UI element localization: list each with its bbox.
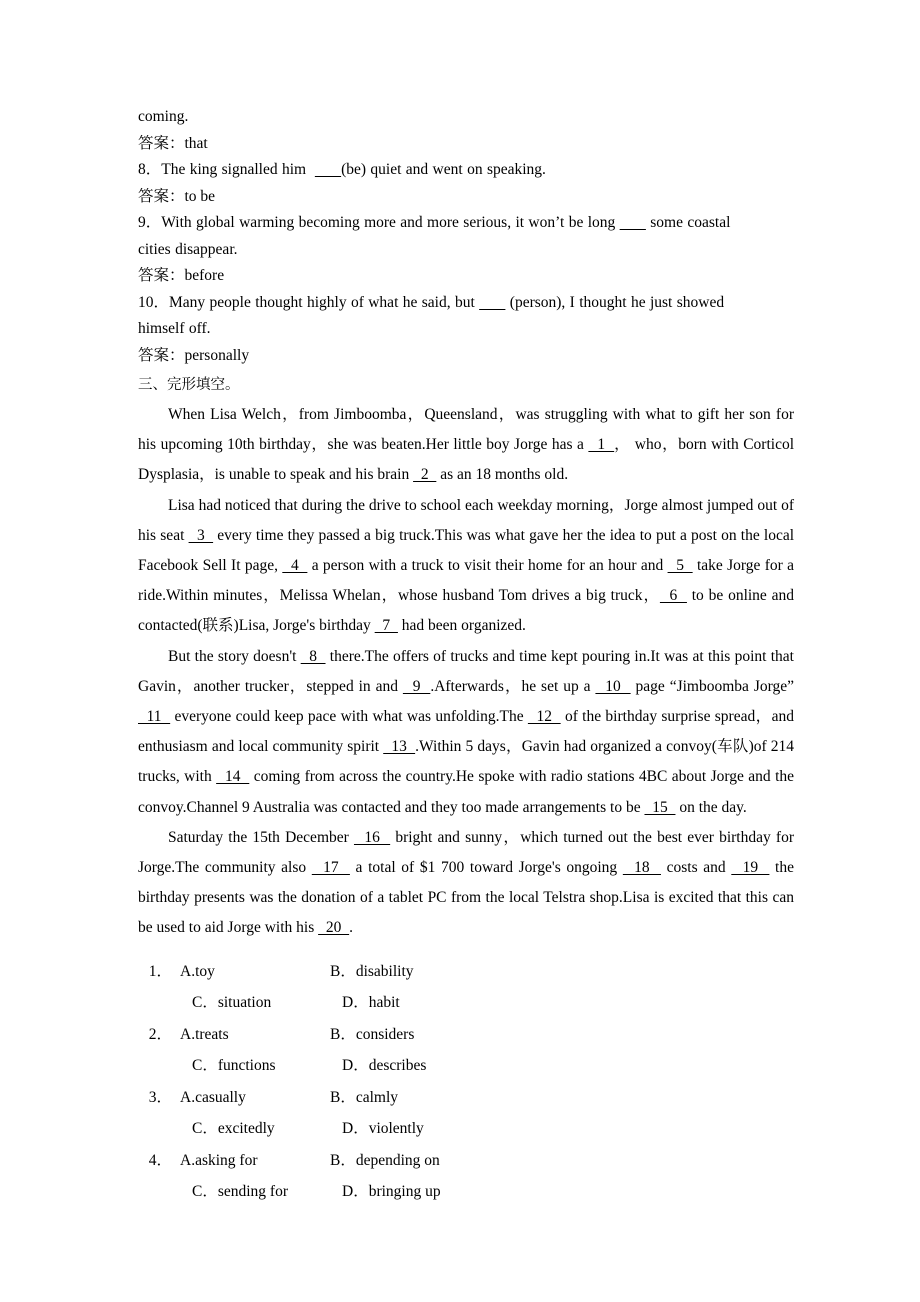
question-row-2-second bbox=[138, 1050, 794, 1082]
worksheet-page bbox=[138, 104, 794, 1208]
cloze-blank-2: 2 bbox=[413, 466, 437, 484]
cloze-blank-5: 5 bbox=[667, 557, 693, 575]
question-row-1 bbox=[138, 956, 794, 988]
cloze-blank-20: 20 bbox=[318, 919, 350, 937]
cloze-blank-11: 11 bbox=[138, 708, 171, 726]
cloze-blank-6: 6 bbox=[659, 587, 687, 605]
answer-8: 答案：to be bbox=[138, 187, 216, 205]
question-7-continuation: coming. bbox=[138, 108, 189, 125]
cloze-blank-13: 13 bbox=[383, 738, 416, 756]
question-number: 3． bbox=[148, 1088, 172, 1106]
option-c[interactable]: C．sending for bbox=[192, 1183, 289, 1201]
cloze-blank-10: 10 bbox=[595, 677, 631, 695]
answer-10: 答案：personally bbox=[138, 346, 250, 364]
passage-paragraph-1: When Lisa Welch，from Jimboomba，Queensland，was struggling with what to gift her son for his upcoming 10th birthday，she was beaten.Her little boy Jorge has a 1 ， who，born with Corticol Dysplasia，is unable to speak and his brain 2 as an 18 months old. bbox=[138, 406, 795, 484]
question-8: 8．The king signalled him (be) quiet and went on speaking. bbox=[138, 161, 546, 178]
question-number: 4． bbox=[148, 1151, 172, 1169]
option-b[interactable]: B．calmly bbox=[330, 1088, 399, 1106]
answer-9: 答案：before bbox=[138, 267, 225, 284]
option-c[interactable]: C．functions bbox=[192, 1057, 276, 1075]
section-heading-text: 三、完形填空。 bbox=[138, 377, 240, 393]
option-a[interactable]: A.toy bbox=[180, 962, 215, 980]
question-9-line1: 9．With global warming becoming more and more serious, it won’t be long some coastal bbox=[138, 214, 731, 231]
question-row-4-second bbox=[138, 1176, 794, 1208]
question-number: 1． bbox=[148, 962, 172, 980]
question-row-3-second bbox=[138, 1113, 794, 1145]
cloze-blank-7: 7 bbox=[374, 617, 398, 635]
option-c[interactable]: C．situation bbox=[192, 994, 272, 1012]
fill-in-blank bbox=[620, 214, 646, 231]
section-heading-cloze bbox=[138, 370, 794, 400]
option-b[interactable]: B．depending on bbox=[330, 1151, 440, 1169]
cloze-blank-16: 16 bbox=[353, 828, 391, 846]
passage-paragraph-4: Saturday the 15th December 16 bright and sunny，which turned out the best ever birthday for Jorge.The community also 17 a total of $1 700 toward Jorge's ongoing 18 costs and 19 the birthday presents was the donation of a tablet PC from the local Telstra shop.Lisa is excited that this can be used to aid Jorge with his 20 . bbox=[138, 828, 794, 937]
option-b[interactable]: B．disability bbox=[330, 962, 414, 980]
question-10-line1: 10．Many people thought highly of what he said, but (person), I thought he just showed bbox=[138, 293, 725, 311]
cloze-passage bbox=[138, 400, 794, 944]
cloze-blank-17: 17 bbox=[311, 859, 350, 877]
option-d[interactable]: D．violently bbox=[342, 1120, 424, 1138]
passage-paragraph-3: But the story doesn't 8 there.The offers of trucks and time kept pouring in.It was at this point that Gavin，another trucker，stepped in and 9 .Afterwards，he set up a 10 page “Jimboomba Jorge” 11 everyone could keep pace with what was unfolding.The 12 of the birthday surprise spread，and enthusiasm and local community spirit 13 .Within 5 days，Gavin had organized a convoy(车队)of 214 trucks, with 14 coming from across the country.He spoke with radio stations 4BC about Jorge and the convoy.Channel 9 Australia was contacted and they too made arrangements to be 15 on the day. bbox=[138, 647, 795, 816]
cloze-blank-12: 12 bbox=[527, 708, 561, 726]
question-10-line2: himself off. bbox=[138, 320, 211, 337]
cloze-blank-14: 14 bbox=[216, 768, 250, 786]
question-row-4 bbox=[138, 1145, 794, 1177]
question-row-1-second bbox=[138, 987, 794, 1019]
cloze-blank-9: 9 bbox=[402, 677, 431, 695]
option-a[interactable]: A.asking for bbox=[180, 1151, 258, 1169]
cloze-blank-15: 15 bbox=[644, 798, 676, 816]
option-c[interactable]: C．excitedly bbox=[192, 1120, 275, 1138]
question-9-line2: cities disappear. bbox=[138, 240, 238, 258]
option-d[interactable]: D．describes bbox=[342, 1057, 427, 1075]
option-d[interactable]: D．habit bbox=[342, 994, 400, 1012]
passage-paragraph-2: Lisa had noticed that during the drive to school each weekday morning，Jorge almost jumped out of his seat 3 every time they passed a big truck.This was what gave her the idea to put a post on the local Facebook Sell It page, 4 a person with a truck to visit their home for an hour and 5 take Jorge for a ride.Within minutes，Melissa Whelan，whose husband Tom drives a big truck， 6 to be online and contacted(联系)Lisa, Jorge's birthday 7 had been organized. bbox=[138, 496, 795, 635]
option-a[interactable]: A.treats bbox=[180, 1025, 229, 1043]
cloze-blank-4: 4 bbox=[282, 557, 308, 575]
question-number: 2． bbox=[148, 1025, 172, 1043]
fill-in-blank bbox=[479, 294, 505, 311]
cloze-blank-1: 1 bbox=[588, 436, 615, 454]
grammar-exercises-block bbox=[138, 104, 794, 369]
question-row-2 bbox=[138, 1019, 794, 1051]
cloze-blank-3: 3 bbox=[188, 526, 214, 544]
options-list bbox=[138, 956, 794, 1208]
fill-in-blank bbox=[315, 161, 341, 178]
question-row-3 bbox=[138, 1082, 794, 1114]
option-b[interactable]: B．considers bbox=[330, 1025, 415, 1043]
cloze-blank-18: 18 bbox=[622, 859, 661, 877]
option-d[interactable]: D．bringing up bbox=[342, 1183, 441, 1201]
cloze-blank-8: 8 bbox=[300, 647, 326, 665]
option-a[interactable]: A.casually bbox=[180, 1088, 246, 1106]
answer-7: 答案：that bbox=[138, 134, 208, 152]
cloze-blank-19: 19 bbox=[731, 859, 770, 877]
